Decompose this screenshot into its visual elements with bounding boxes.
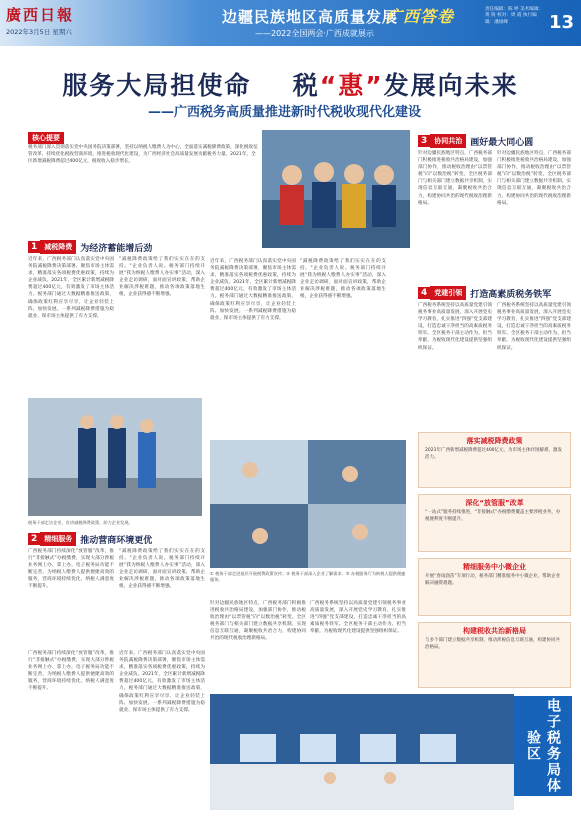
section-2-heading — [28, 532, 152, 546]
section-3-body: 针对边疆民族地区特点，广西税务部门积极推进税收共治格局建设，加强部门协作，推动税收治理由“以票管税”向“以数治税”转变。全区税务部门与相关部门建立数据共享机制，实现信息互联互通，凝聚税收共治合力，构建协同共治的现代税收治理新格局。 — [418, 151, 492, 206]
section-title: 打造高素质税务铁军 — [470, 289, 552, 300]
photo-image — [28, 398, 202, 516]
photo-image — [210, 694, 514, 810]
header-brand: 广西答卷 — [386, 7, 455, 26]
editor-credits: 责任编辑：陈 婷 美术编辑：黄 锐 校对：周 霞 执行编辑：潘国峰 — [485, 7, 544, 25]
box-text: 2021年广西新增减税降费超过400亿元，为市场主体纾困解难、激发活力。 — [425, 448, 563, 460]
photo-enterprise-visit — [28, 398, 202, 516]
section-4-body-b: 广西税务系统坚持以高质量党建引领税务事业高质量发展，深入开展党史学习教育，扎实推进“四强”党支部建设，打造忠诚干净担当的高素质税务铁军。全区税务干部主动作为、担当奉献，为税收现代化建设提供坚强组织保证。 — [497, 303, 571, 351]
box-title: 精细服务中小微企业 — [463, 563, 526, 571]
lead-text: 税务部门深入贯彻落实党中央国务院决策部署，坚持以纳税人缴费人为中心，全面落实减税降费政策，深化税收征管改革，持续优化税收营商环境，推进税收现代化建设，为广西经济社会高质量发展贡献税务力量。2021年，全区新增减税降费超过400亿元，税收收入稳步增长。 — [28, 145, 258, 164]
photo-e-tax-hall — [210, 694, 514, 810]
section-2-body-d: 近年来，广西税务部门认真落实党中央国务院减税降费决策部署，聚焦市场主体需求，精准落实各项税费优惠政策，持续为企业减负。2021年，全区累计新增减税降费超过400亿元，有效激发了市场主体活力。税务部门通过大数据精准推送政策，确保政策红利应享尽享，让企业轻装上阵、加快发展。一系列减税降费措施为稳就业、保市场主体提供了有力支撑。 — [119, 651, 205, 713]
title-part-b: 税 — [292, 71, 320, 100]
section-2-body-b: "减税降费政策给了我们实实在在的支持。"企业负责人说。税务部门持续开展“我为纳税人缴费人办实事”活动，深入企业走访调研，面对面宣讲政策，帮助企业解决涉税难题，推动各项政策落地生根，企业获得感不断增强。 — [119, 549, 205, 590]
middle-column-body: 近年来，广西税务部门认真落实党中央国务院减税降费决策部署，聚焦市场主体需求，精准落实各项税费优惠政策，持续为企业减负。2021年，全区累计新增减税降费超过400亿元，有效激发了市场主体活力。税务部门通过大数据精准推送政策，确保政策红利应享尽享，让企业轻装上阵、加快发展。一系列减税降费措施为稳就业、保市场主体提供了有力支撑。 — [210, 259, 296, 321]
header-title: 边疆民族地区高质量发展 — [222, 8, 399, 26]
highlight-box-4 — [418, 622, 571, 688]
photo-tax-staff-ethnic — [262, 130, 410, 248]
title-quote: “惠” — [319, 71, 384, 100]
section-2-body-c: 广西税务部门持续深化“放管服”改革，推行“非接触式”办税缴费，实现大部分涉税业务网上办、掌上办。电子税务局功能不断完善，为纳税人缴费人提供便捷高效的服务，营商环境持续优化，纳税人满意度不断提升。 — [28, 651, 114, 692]
masthead — [0, 0, 581, 46]
section-3-body-b: 针对边疆民族地区特点，广西税务部门积极推进税收共治格局建设，加强部门协作，推动税收治理由“以票管税”向“以数治税”转变。全区税务部门与相关部门建立数据共享机制，实现信息互联互通，凝聚税收共治合力，构建协同共治的现代税收治理新格局。 — [497, 151, 571, 206]
box-text: 开展“春雨润苗”专项行动，税务部门精准服务中小微企业，帮助企业解决融资难题。 — [425, 574, 561, 586]
photo-collage — [210, 440, 406, 568]
box-title: 深化“放管服”改革 — [465, 499, 524, 507]
middle-column-body-b: "减税降费政策给了我们实实在在的支持。"企业负责人说。税务部门持续开展“我为纳税人缴费人办实事”活动，深入企业走访调研，面对面宣讲政策，帮助企业解决涉税难题，推动各项政策落地生根，企业获得感不断增强。 — [300, 259, 386, 300]
title-part-c: 发展向未来 — [383, 71, 519, 100]
section-4-body: 广西税务系统坚持以高质量党建引领税务事业高质量发展，深入开展党史学习教育，扎实推进“四强”党支部建设，打造忠诚干净担当的高素质税务铁军。全区税务干部主动作为、担当奉献，为税收现代化建设提供坚强组织保证。 — [418, 303, 492, 351]
section-number: 3 — [418, 135, 430, 147]
section-kicker: 党建引领 — [430, 286, 466, 300]
photo-image — [262, 130, 410, 248]
highlight-box-3 — [418, 558, 571, 616]
page-number: 13 — [548, 12, 574, 33]
section-kicker: 精细服务 — [40, 532, 76, 546]
box-title: 落实减税降费政策 — [466, 437, 523, 445]
box-text: “一站式”服务持续推进，“非接触式”办税缴费覆盖主要涉税业务，办税便利度不断提升。 — [425, 510, 561, 522]
newspaper-logo: 廣西日報 — [6, 6, 75, 24]
lower-middle-body: 针对边疆民族地区特点，广西税务部门积极推进税收共治格局建设，加强部门协作，推动税收治理由“以票管税”向“以数治税”转变。全区税务部门与相关部门建立数据共享机制，实现信息互联互通，凝聚税收共治合力，构建协同共治的现代税收治理新格局。 — [210, 601, 306, 642]
title-part-a: 服务大局担使命 — [62, 71, 252, 100]
section-title: 为经济蓄能增后劲 — [80, 243, 153, 254]
photo-image — [210, 440, 406, 568]
box-title: 构建税收共治新格局 — [463, 627, 526, 635]
section-1-body: 近年来，广西税务部门认真落实党中央国务院减税降费决策部署，聚焦市场主体需求，精准落实各项税费优惠政策，持续为企业减负。2021年，全区累计新增减税降费超过400亿元，有效激发了市场主体活力。税务部门通过大数据精准推送政策，确保政策红利应享尽享，让企业轻装上阵、加快发展。一系列减税降费措施为稳就业、保市场主体提供了有力支撑。 — [28, 257, 114, 319]
vertical-section-label: 电子税务局体验区 — [514, 696, 572, 796]
section-number: 4 — [418, 287, 430, 299]
section-4-heading — [418, 286, 551, 300]
highlight-box-2 — [418, 494, 571, 552]
article-subtitle: ——广西税务高质量推进新时代税收现代化建设 — [148, 105, 422, 120]
section-2-body: 广西税务部门持续深化“放管服”改革，推行“非接触式”办税缴费，实现大部分涉税业务网上办、掌上办。电子税务局功能不断完善，为纳税人缴费人提供便捷高效的服务，营商环境持续优化，纳税人满意度不断提升。 — [28, 549, 114, 590]
issue-date: 2022年3月5日 星期六 — [6, 28, 72, 36]
photo-caption-2: ① 税务干部走进基层开展税费政策宣传；② 税务干部深入企业了解需求；③ 办税服务厅为纳税人提供便捷服务。 — [210, 571, 406, 582]
article-title — [0, 66, 581, 102]
section-3-heading — [418, 134, 533, 148]
lead-tag: 核心提要 — [28, 132, 64, 144]
header-subtitle: ——2022全国两会·广西成就展示 — [255, 29, 374, 38]
section-number: 2 — [28, 533, 40, 545]
section-1-heading — [28, 240, 152, 254]
photo-caption-1: 税务干部走访企业，宣讲减税降费政策，助力企业发展。 — [28, 520, 133, 525]
section-kicker: 协同共治 — [430, 134, 466, 148]
lower-middle-body-b: 广西税务系统坚持以高质量党建引领税务事业高质量发展，深入开展党史学习教育，扎实推进“四强”党支部建设，打造忠诚干净担当的高素质税务铁军。全区税务干部主动作为、担当奉献，为税收现代化建设提供坚强组织保证。 — [310, 601, 406, 635]
highlight-box-1 — [418, 432, 571, 488]
section-1-body-b: "减税降费政策给了我们实实在在的支持。"企业负责人说。税务部门持续开展“我为纳税人缴费人办实事”活动，深入企业走访调研，面对面宣讲政策，帮助企业解决涉税难题，推动各项政策落地生根，企业获得感不断增强。 — [119, 257, 205, 298]
section-number: 1 — [28, 241, 40, 253]
section-title: 推动营商环境更优 — [80, 535, 153, 546]
footer-caption: 税务部门持续推进电子税务局建设，纳税人缴费人可通过网上、掌上等多种渠道办理涉税业务。 — [235, 810, 411, 815]
section-kicker: 减税降费 — [40, 240, 76, 254]
box-text: 与多个部门建立数据共享机制，推动涉税信息互联互通，构建协同共治格局。 — [425, 638, 560, 650]
section-title: 画好最大同心圆 — [470, 137, 534, 148]
